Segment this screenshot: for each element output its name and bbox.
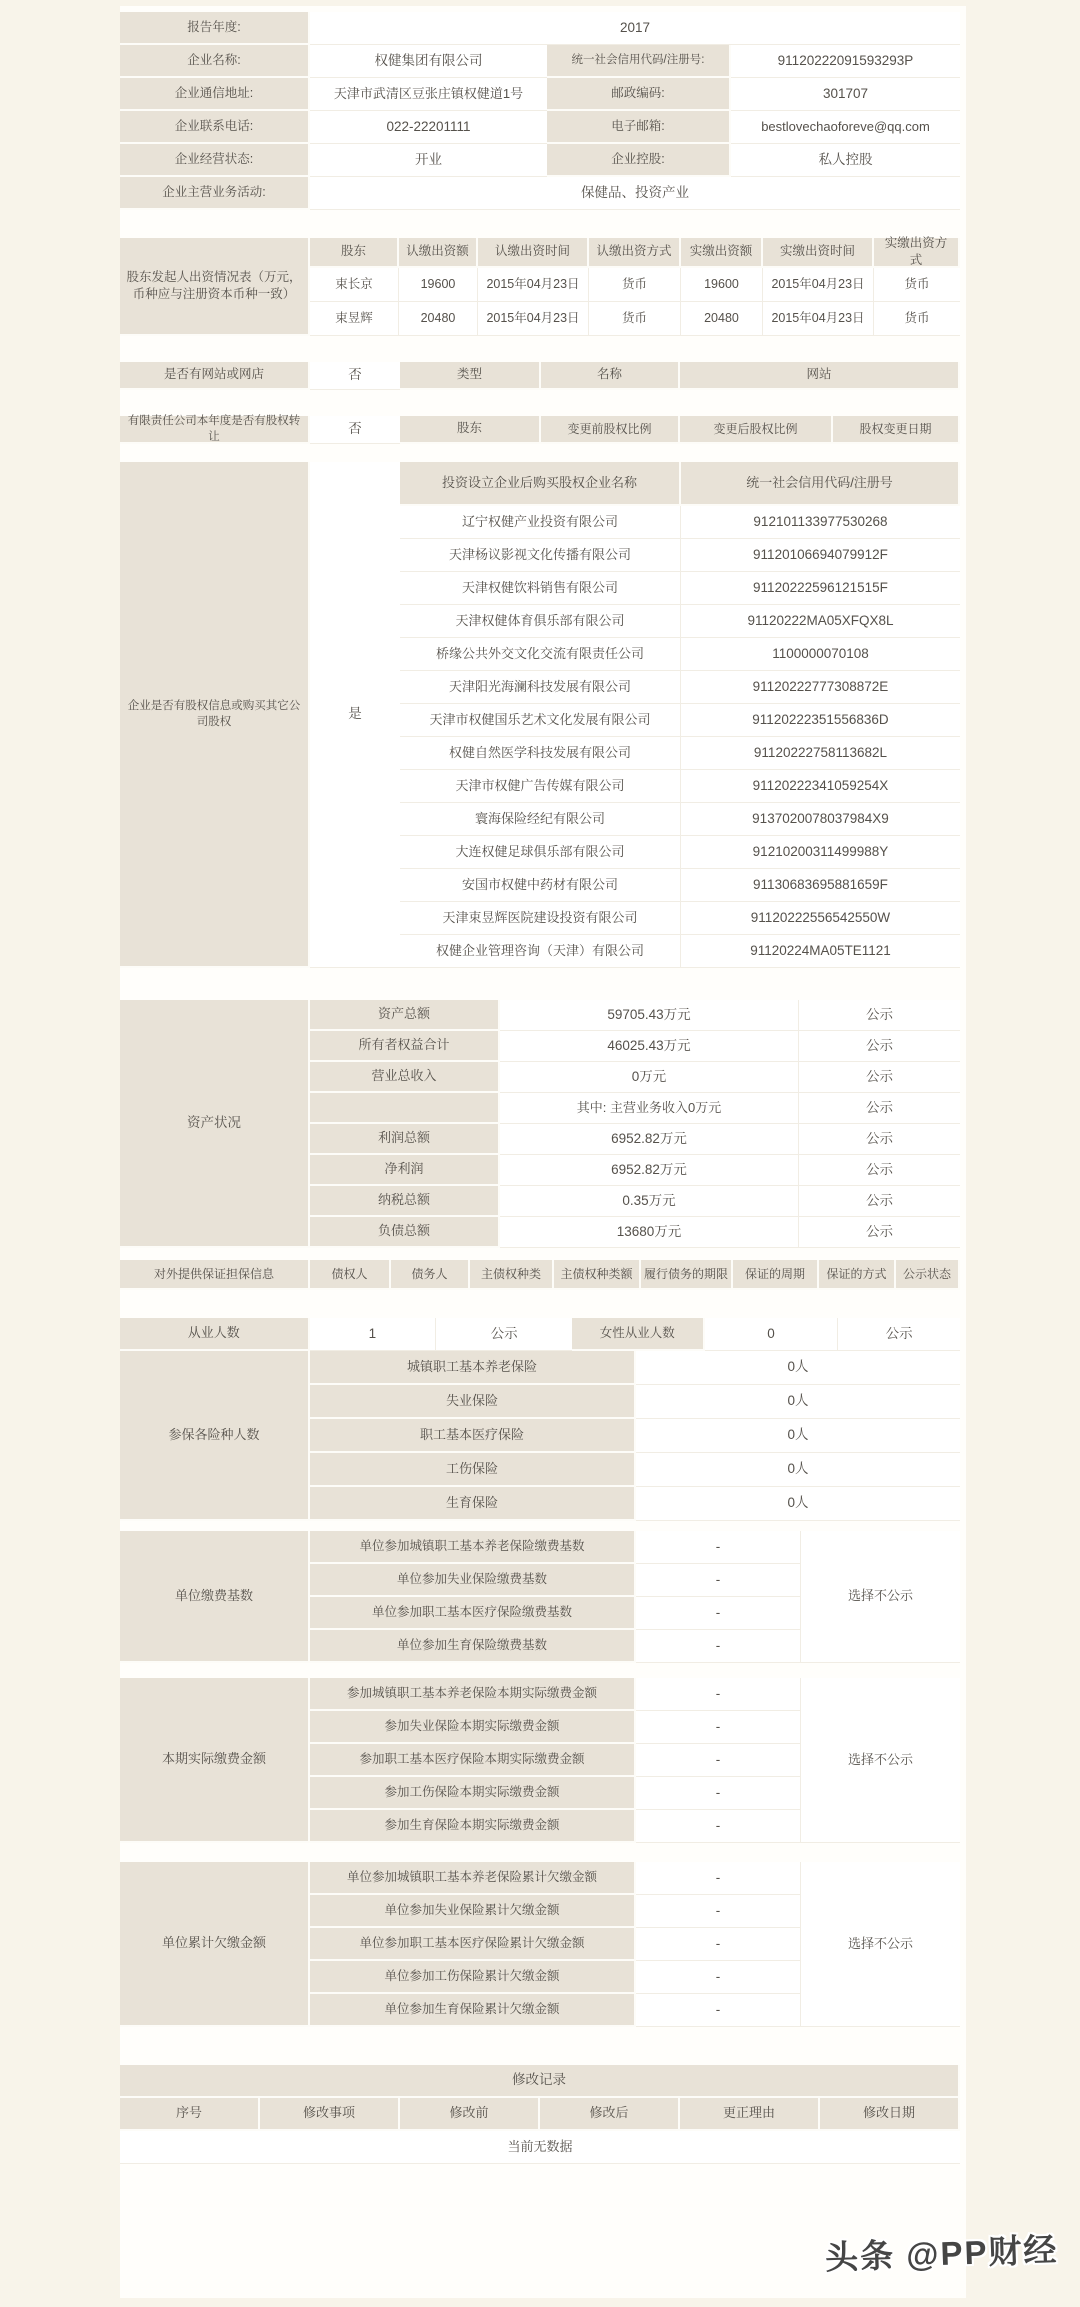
- transfer-answer: 否: [310, 416, 400, 444]
- subscribed-amount: 19600: [399, 268, 478, 302]
- assets-section-label: 资产状况: [120, 1000, 310, 1248]
- actual-value: -: [636, 1678, 800, 1711]
- table-row: [120, 12, 960, 45]
- postcode-value: 301707: [731, 78, 960, 111]
- table-row: [310, 1961, 800, 1994]
- subscribed-method: 货币: [589, 302, 681, 336]
- arrears-item-label: 单位参加生育保险累计欠缴金额: [310, 1994, 636, 2027]
- table-row: [400, 836, 960, 869]
- invested-company-code: 1100000070108: [681, 638, 960, 671]
- table-row: [400, 704, 960, 737]
- base-item-label: 单位参加城镇职工基本养老保险缴费基数: [310, 1531, 636, 1564]
- header-cell: 变更后股权比例: [680, 416, 833, 444]
- base-value: -: [636, 1564, 800, 1597]
- base-item-label: 单位参加职工基本医疗保险缴费基数: [310, 1597, 636, 1630]
- header-cell: 修改前: [400, 2098, 540, 2131]
- invested-company-code: 91210200311499988Y: [681, 836, 960, 869]
- table-row: [310, 1564, 800, 1597]
- table-row: [310, 1419, 960, 1453]
- publicity-status: 公示: [798, 1062, 960, 1093]
- empty-data-message: 当前无数据: [120, 2131, 960, 2164]
- business-status-value: 开业: [310, 144, 547, 177]
- table-title-row: [120, 2065, 960, 2098]
- asset-item-label: 负债总额: [310, 1217, 500, 1248]
- base-item-label: 单位参加生育保险缴费基数: [310, 1630, 636, 1663]
- email-value: bestlovechaoforeve@qq.com: [731, 111, 960, 144]
- arrears-table: [120, 1862, 960, 2027]
- publicity-status: 公示: [798, 1093, 960, 1124]
- payment-base-table: [120, 1531, 960, 1663]
- invest-answer: 是: [310, 462, 400, 968]
- actual-item-label: 参加工伤保险本期实际缴费金额: [310, 1777, 636, 1810]
- table-row: [310, 1630, 800, 1663]
- asset-item-label: 资产总额: [310, 1000, 500, 1031]
- table-row: [310, 1385, 960, 1419]
- invest-question-label: 企业是否有股权信息或购买其它公司股权: [120, 462, 310, 968]
- transfer-question-label: 有限责任公司本年度是否有股权转让: [120, 416, 310, 444]
- base-value: -: [636, 1531, 800, 1564]
- invested-company-name: 大连权健足球俱乐部有限公司: [400, 836, 681, 869]
- header-cell: 股权变更日期: [833, 416, 960, 444]
- insurance-item-label: 生育保险: [310, 1487, 636, 1521]
- invested-company-code: 91120222351556836D: [681, 704, 960, 737]
- insurance-section-label: 参保各险种人数: [120, 1351, 310, 1521]
- asset-value: 13680万元: [500, 1217, 798, 1248]
- table-row: [310, 1895, 800, 1928]
- arrears-value: -: [636, 1961, 800, 1994]
- invested-company-name: 天津束昱辉医院建设投资有限公司: [400, 902, 681, 935]
- insurance-count: 0人: [636, 1419, 960, 1453]
- table-row: [310, 1487, 960, 1521]
- header-cell: 履行债务的期限: [641, 1260, 733, 1290]
- header-cell: 更正理由: [680, 2098, 820, 2131]
- table-row: [120, 2131, 960, 2164]
- table-row: [310, 1453, 960, 1487]
- invested-company-code: 91120222MA05XFQX8L: [681, 605, 960, 638]
- table-row: [310, 1155, 960, 1186]
- header-cell: 股东: [400, 416, 541, 444]
- actual-item-label: 参加生育保险本期实际缴费金额: [310, 1810, 636, 1843]
- asset-value: 6952.82万元: [500, 1124, 798, 1155]
- invested-company-name: 辽宁权健产业投资有限公司: [400, 506, 681, 539]
- investments-table: [120, 462, 960, 968]
- business-status-label: 企业经营状态:: [120, 144, 310, 177]
- invested-company-code: 91120224MA05TE1121: [681, 935, 960, 968]
- invested-company-name: 天津市权健广告传媒有限公司: [400, 770, 681, 803]
- paid-amount: 19600: [681, 268, 763, 302]
- phone-label: 企业联系电话:: [120, 111, 310, 144]
- invested-company-code: 91120222596121515F: [681, 572, 960, 605]
- report-year-value: 2017: [310, 12, 960, 45]
- asset-value: 46025.43万元: [500, 1031, 798, 1062]
- company-info-table: [120, 12, 960, 210]
- invested-company-code: 91120222758113682L: [681, 737, 960, 770]
- header-cell: 实缴出资额: [681, 238, 763, 268]
- employees-table: [120, 1318, 960, 1351]
- invested-company-code: 91130683695881659F: [681, 869, 960, 902]
- publicity-status: 公示: [798, 1000, 960, 1031]
- subscribed-date: 2015年04月23日: [478, 302, 589, 336]
- header-cell: 公示状态: [896, 1260, 960, 1290]
- modification-table: [120, 2065, 960, 2164]
- header-cell: 修改事项: [260, 2098, 400, 2131]
- table-row: [310, 1217, 960, 1248]
- table-header-row: [120, 1260, 960, 1290]
- header-cell: 债权人: [310, 1260, 391, 1290]
- table-row: [310, 1777, 800, 1810]
- table-row: [310, 1093, 960, 1124]
- insurance-count: 0人: [636, 1351, 960, 1385]
- table-row: [120, 177, 960, 210]
- publicity-status: 公示: [798, 1031, 960, 1062]
- header-cell: 认缴出资额: [399, 238, 478, 268]
- invested-company-name: 桥缘公共外交文化交流有限责任公司: [400, 638, 681, 671]
- header-cell: 主债权种类额: [554, 1260, 641, 1290]
- table-row: [400, 506, 960, 539]
- asset-item-label: 纳税总额: [310, 1186, 500, 1217]
- table-row: [310, 1597, 800, 1630]
- publicity-status: 公示: [436, 1318, 572, 1351]
- equity-transfer-table: [120, 416, 960, 444]
- table-row: [310, 268, 960, 302]
- table-row: [400, 638, 960, 671]
- invested-company-name: 寰海保险经纪有限公司: [400, 803, 681, 836]
- invest-code-header: 统一社会信用代码/注册号: [681, 462, 960, 506]
- insurance-body: [310, 1351, 960, 1521]
- company-name-value: 权健集团有限公司: [310, 45, 547, 78]
- table-row: [310, 1928, 800, 1961]
- invested-company-name: 天津权健体育俱乐部有限公司: [400, 605, 681, 638]
- paid-amount: 20480: [681, 302, 763, 336]
- header-cell: 修改后: [540, 2098, 680, 2131]
- invested-company-code: 91120222556542550W: [681, 902, 960, 935]
- header-cell: 实缴出资方式: [874, 238, 960, 268]
- table-row: [400, 803, 960, 836]
- arrears-item-label: 单位参加城镇职工基本养老保险累计欠缴金额: [310, 1862, 636, 1895]
- table-row: [120, 144, 960, 177]
- table-row: [400, 935, 960, 968]
- asset-value: 其中: 主营业务收入0万元: [500, 1093, 798, 1124]
- table-row: [310, 1744, 800, 1777]
- table-row: [310, 1678, 800, 1711]
- invested-company-code: 91120106694079912F: [681, 539, 960, 572]
- employees-value: 1: [310, 1318, 437, 1351]
- table-row: [310, 1124, 960, 1155]
- publicity-status: 公示: [798, 1155, 960, 1186]
- arrears-item-label: 单位参加失业保险累计欠缴金额: [310, 1895, 636, 1928]
- guarantee-table: [120, 1260, 960, 1290]
- table-row: [310, 1031, 960, 1062]
- table-row: [400, 737, 960, 770]
- table-row: [310, 1994, 800, 2027]
- shareholders-body: [310, 235, 960, 336]
- main-business-label: 企业主营业务活动:: [120, 177, 310, 210]
- invested-company-code: 9137020078037984X9: [681, 803, 960, 836]
- credit-code-label: 统一社会信用代码/注册号:: [547, 45, 731, 78]
- invested-company-name: 天津阳光海澜科技发展有限公司: [400, 671, 681, 704]
- guarantee-section-label: 对外提供保证担保信息: [120, 1260, 310, 1290]
- header-cell: 变更前股权比例: [541, 416, 680, 444]
- table-row: [120, 416, 960, 444]
- header-cell: 债务人: [391, 1260, 470, 1290]
- holding-label: 企业控股:: [547, 144, 731, 177]
- base-value: -: [636, 1630, 800, 1663]
- assets-table: [120, 1000, 960, 1248]
- invested-company-name: 天津市权健国乐艺术文化发展有限公司: [400, 704, 681, 737]
- watermark-toutiao: 头条 @PP财经: [824, 2230, 1059, 2277]
- invested-company-code: 91120222341059254X: [681, 770, 960, 803]
- nondisclosure-status: 选择不公示: [800, 1678, 960, 1843]
- insurance-item-label: 城镇职工基本养老保险: [310, 1351, 636, 1385]
- email-label: 电子邮箱:: [547, 111, 731, 144]
- publicity-status: 公示: [838, 1318, 960, 1351]
- arrears-item-label: 单位参加职工基本医疗保险累计欠缴金额: [310, 1928, 636, 1961]
- table-row: [310, 1862, 800, 1895]
- insurance-count: 0人: [636, 1453, 960, 1487]
- arrears-item-label: 单位参加工伤保险累计欠缴金额: [310, 1961, 636, 1994]
- address-value: 天津市武清区豆张庄镇权健道1号: [310, 78, 547, 111]
- actual-section-label: 本期实际缴费金额: [120, 1678, 310, 1843]
- main-business-value: 保健品、投资产业: [310, 177, 960, 210]
- shareholder-name: 束昱辉: [310, 302, 399, 336]
- table-row: [310, 1000, 960, 1031]
- insurance-count: 0人: [636, 1385, 960, 1419]
- invested-company-name: 权健自然医学科技发展有限公司: [400, 737, 681, 770]
- table-row: [120, 45, 960, 78]
- actual-item-label: 参加失业保险本期实际缴费金额: [310, 1711, 636, 1744]
- invested-company-name: 安国市权健中药材有限公司: [400, 869, 681, 902]
- table-row: [400, 869, 960, 902]
- paid-date: 2015年04月23日: [763, 302, 874, 336]
- publicity-status: 公示: [798, 1217, 960, 1248]
- website-question-label: 是否有网站或网店: [120, 362, 310, 390]
- invested-company-code: 912101133977530268: [681, 506, 960, 539]
- actual-value: -: [636, 1711, 800, 1744]
- modification-title: 修改记录: [120, 2065, 960, 2098]
- actual-payment-table: [120, 1678, 960, 1843]
- company-name-label: 企业名称:: [120, 45, 310, 78]
- shareholders-section-label: 股东发起人出资情况表（万元，币种应与注册资本币种一致）: [120, 238, 310, 336]
- subscribed-date: 2015年04月23日: [478, 268, 589, 302]
- insurance-item-label: 失业保险: [310, 1385, 636, 1419]
- invest-name-header: 投资设立企业后购买股权企业名称: [400, 462, 681, 506]
- asset-item-label: 营业总收入: [310, 1062, 500, 1093]
- table-row: [310, 1186, 960, 1217]
- actual-value: -: [636, 1777, 800, 1810]
- header-cell: 股东: [310, 238, 399, 268]
- insurance-counts-table: [120, 1351, 960, 1521]
- base-section-label: 单位缴费基数: [120, 1531, 310, 1663]
- asset-value: 0.35万元: [500, 1186, 798, 1217]
- website-answer: 否: [310, 362, 400, 390]
- report-year-label: 报告年度:: [120, 12, 310, 45]
- actual-item-label: 参加城镇职工基本养老保险本期实际缴费金额: [310, 1678, 636, 1711]
- table-row: [310, 1062, 960, 1093]
- table-row: [310, 1810, 800, 1843]
- table-row: [310, 1711, 800, 1744]
- phone-value: 022-22201111: [310, 111, 547, 144]
- table-header-row: [400, 462, 960, 506]
- header-cell: 保证的方式: [819, 1260, 896, 1290]
- header-cell: 实缴出资时间: [763, 238, 874, 268]
- header-cell: 修改日期: [820, 2098, 960, 2131]
- table-row: [400, 605, 960, 638]
- postcode-label: 邮政编码:: [547, 78, 731, 111]
- paid-method: 货币: [874, 302, 960, 336]
- publicity-status: 公示: [798, 1124, 960, 1155]
- actual-body: [310, 1678, 800, 1843]
- invested-company-name: 天津杨议影视文化传播有限公司: [400, 539, 681, 572]
- header-cell: 网站: [680, 362, 960, 390]
- insurance-item-label: 工伤保险: [310, 1453, 636, 1487]
- asset-item-label: 所有者权益合计: [310, 1031, 500, 1062]
- header-cell: 序号: [120, 2098, 260, 2131]
- paid-date: 2015年04月23日: [763, 268, 874, 302]
- investments-body: [400, 462, 960, 968]
- insurance-item-label: 职工基本医疗保险: [310, 1419, 636, 1453]
- nondisclosure-status: 选择不公示: [800, 1531, 960, 1663]
- table-row: [120, 111, 960, 144]
- assets-body: [310, 1000, 960, 1248]
- female-employees-value: 0: [705, 1318, 839, 1351]
- invested-company-code: 91120222777308872E: [681, 671, 960, 704]
- base-item-label: 单位参加失业保险缴费基数: [310, 1564, 636, 1597]
- website-table: [120, 362, 960, 390]
- table-row: [310, 1531, 800, 1564]
- holding-value: 私人控股: [731, 144, 960, 177]
- header-cell: 认缴出资时间: [478, 238, 589, 268]
- insurance-count: 0人: [636, 1487, 960, 1521]
- arrears-value: -: [636, 1928, 800, 1961]
- base-body: [310, 1531, 800, 1663]
- asset-item-label: [310, 1093, 500, 1124]
- asset-value: 0万元: [500, 1062, 798, 1093]
- base-value: -: [636, 1597, 800, 1630]
- actual-value: -: [636, 1810, 800, 1843]
- header-cell: 认缴出资方式: [589, 238, 681, 268]
- arrears-value: -: [636, 1862, 800, 1895]
- paid-method: 货币: [874, 268, 960, 302]
- table-row: [400, 902, 960, 935]
- table-header-row: [120, 2098, 960, 2131]
- invested-company-name: 天津权健饮料销售有限公司: [400, 572, 681, 605]
- shareholders-table: [120, 235, 960, 336]
- header-cell: 类型: [400, 362, 541, 390]
- header-cell: 保证的周期: [733, 1260, 819, 1290]
- arrears-value: -: [636, 1895, 800, 1928]
- asset-value: 59705.43万元: [500, 1000, 798, 1031]
- actual-value: -: [636, 1744, 800, 1777]
- table-row: [310, 1351, 960, 1385]
- employees-label: 从业人数: [120, 1318, 310, 1351]
- invested-company-name: 权健企业管理咨询（天津）有限公司: [400, 935, 681, 968]
- table-row: [400, 770, 960, 803]
- actual-item-label: 参加职工基本医疗保险本期实际缴费金额: [310, 1744, 636, 1777]
- arrears-body: [310, 1862, 800, 2027]
- header-cell: 名称: [541, 362, 680, 390]
- subscribed-method: 货币: [589, 268, 681, 302]
- table-row: [310, 302, 960, 336]
- table-row: [120, 1318, 960, 1351]
- female-employees-label: 女性从业人数: [572, 1318, 705, 1351]
- arrears-value: -: [636, 1994, 800, 2027]
- table-row: [400, 671, 960, 704]
- table-row: [400, 572, 960, 605]
- nondisclosure-status: 选择不公示: [800, 1862, 960, 2027]
- table-row: [400, 539, 960, 572]
- table-header-row: [310, 235, 960, 268]
- arrears-section-label: 单位累计欠缴金额: [120, 1862, 310, 2027]
- table-row: [120, 362, 960, 390]
- asset-value: 6952.82万元: [500, 1155, 798, 1186]
- publicity-status: 公示: [798, 1186, 960, 1217]
- header-cell: 主债权种类: [470, 1260, 554, 1290]
- subscribed-amount: 20480: [399, 302, 478, 336]
- asset-item-label: 利润总额: [310, 1124, 500, 1155]
- table-row: [120, 78, 960, 111]
- credit-code-value: 91120222091593293P: [731, 45, 960, 78]
- address-label: 企业通信地址:: [120, 78, 310, 111]
- asset-item-label: 净利润: [310, 1155, 500, 1186]
- shareholder-name: 束长京: [310, 268, 399, 302]
